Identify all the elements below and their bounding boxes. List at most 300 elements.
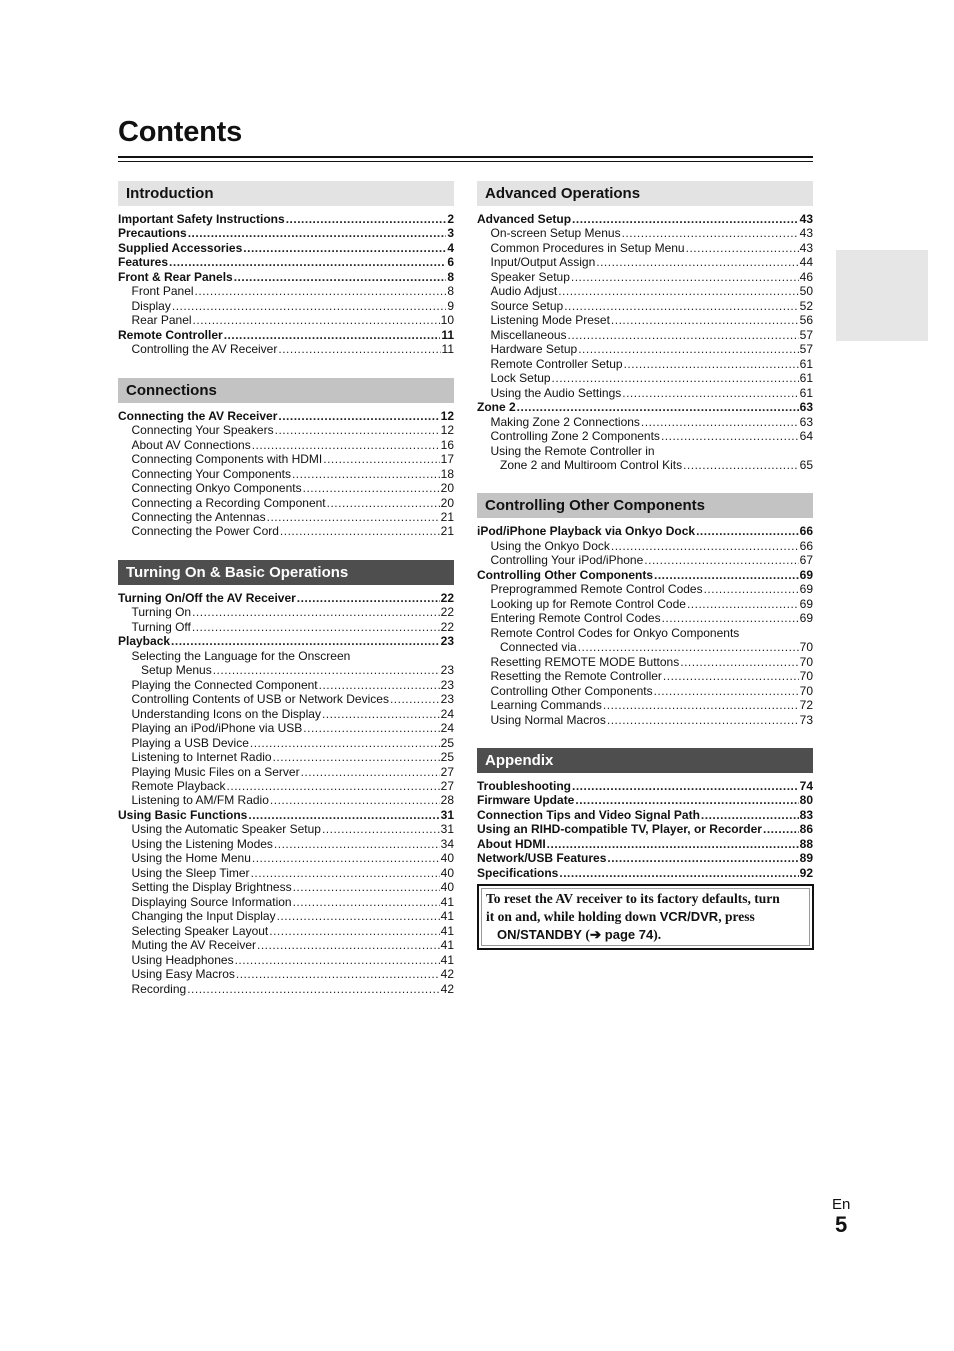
toc-leader-dots <box>292 467 440 481</box>
toc-entry-label: Specifications <box>477 865 559 880</box>
toc-entry[interactable] <box>477 851 813 865</box>
toc-entry-label: Using the Sleep Timer <box>131 865 250 880</box>
toc-entry-page: 12 <box>440 423 454 438</box>
section-heading: Advanced Operations <box>477 181 813 206</box>
toc-leader-dots <box>558 284 798 298</box>
toc-entry-page: 89 <box>799 851 813 866</box>
toc-entry[interactable] <box>477 241 813 255</box>
toc-entry-page: 25 <box>440 750 454 765</box>
toc-entry[interactable] <box>118 851 454 865</box>
toc-entry-label: Playing a USB Device <box>131 735 249 750</box>
toc-entry-page: 44 <box>799 255 813 270</box>
toc-entry[interactable] <box>477 270 813 284</box>
toc-entry-label: Making Zone 2 Connections <box>490 414 640 429</box>
toc-entry-page: 70 <box>799 654 813 669</box>
toc-entry-label: Remote Controller Setup <box>490 356 623 371</box>
toc-entry-page: 21 <box>440 524 454 539</box>
arrow-right-icon: ➔ <box>589 927 602 942</box>
toc-entry-page: 22 <box>440 590 454 605</box>
toc-leader-dots <box>274 837 440 851</box>
toc-entry-page: 50 <box>799 284 813 299</box>
toc-entry[interactable] <box>118 409 454 423</box>
toc-entry-label: Selecting the Language for the Onscreen <box>131 648 351 663</box>
toc-entry[interactable] <box>477 582 813 596</box>
toc-leader-dots <box>234 270 447 284</box>
toc-leader-dots <box>192 605 440 619</box>
toc-entry-label: Lock Setup <box>490 371 551 386</box>
toc-entry-page: 57 <box>799 327 813 342</box>
toc-leader-dots <box>192 620 440 634</box>
factory-reset-note <box>477 884 814 950</box>
toc-leader-dots <box>603 698 799 712</box>
toc-entry-page: 41 <box>440 909 454 924</box>
toc-entry[interactable] <box>477 226 813 240</box>
toc-section-introduction <box>118 181 454 357</box>
toc-entry[interactable] <box>118 313 454 327</box>
section-heading: Appendix <box>477 748 813 773</box>
toc-entry[interactable] <box>477 539 813 553</box>
toc-entry[interactable] <box>118 678 454 692</box>
toc-entry[interactable] <box>118 452 454 466</box>
toc-entry[interactable] <box>477 299 813 313</box>
toc-leader-dots <box>578 640 799 654</box>
toc-entry-label: Connecting Onkyo Components <box>131 481 302 496</box>
toc-leader-dots <box>686 241 799 255</box>
toc-entry-page: 64 <box>799 429 813 444</box>
toc-entry[interactable] <box>118 721 454 735</box>
toc-entry-label: Listening to Internet Radio <box>131 750 272 765</box>
toc-entry-label: Front & Rear Panels <box>118 269 233 284</box>
section-heading: Connections <box>118 378 454 403</box>
toc-entry-label: Setting the Display Brightness <box>131 880 292 895</box>
toc-leader-dots <box>257 938 440 952</box>
note-key-vcr-dvr: VCR/DVR <box>659 909 719 924</box>
toc-entry-page: 46 <box>799 269 813 284</box>
toc-entry-label: Setup Menus <box>141 663 212 678</box>
toc-leader-dots <box>611 313 799 327</box>
toc-entry[interactable] <box>118 895 454 909</box>
toc-entry-page: 66 <box>799 538 813 553</box>
toc-leader-dots <box>644 553 798 567</box>
toc-leader-dots <box>243 241 446 255</box>
toc-leader-dots <box>171 634 440 648</box>
toc-entry[interactable] <box>477 611 813 625</box>
toc-entry-page: 73 <box>799 712 813 727</box>
toc-entry[interactable] <box>118 423 454 437</box>
toc-entry[interactable] <box>477 444 813 458</box>
toc-entry-label: Using the Home Menu <box>131 851 251 866</box>
toc-leader-dots <box>275 423 440 437</box>
toc-entry-label: About HDMI <box>477 836 546 851</box>
toc-leader-dots <box>297 591 440 605</box>
toc-entry[interactable] <box>118 707 454 721</box>
section-side-tab <box>836 250 928 341</box>
toc-entry[interactable] <box>477 553 813 567</box>
toc-entry-label: Hardware Setup <box>490 342 578 357</box>
toc-entry-page: 2 <box>447 212 454 226</box>
note-paren-close: ). <box>653 927 662 942</box>
toc-leader-dots <box>641 415 799 429</box>
toc-leader-dots <box>250 736 440 750</box>
toc-entry-page: 24 <box>440 706 454 721</box>
toc-entry[interactable] <box>118 255 454 269</box>
toc-entry-label: Firmware Update <box>477 793 575 808</box>
toc-entry[interactable] <box>118 663 454 677</box>
toc-entry-label: Connecting Components with HDMI <box>131 452 323 467</box>
toc-entry-page: 17 <box>440 452 454 467</box>
toc-entry[interactable] <box>477 524 813 538</box>
toc-leader-dots <box>322 822 440 836</box>
toc-leader-dots <box>622 386 798 400</box>
toc-entry-page: 61 <box>799 371 813 386</box>
toc-entry-label: Using the Onkyo Dock <box>490 538 610 553</box>
toc-entry-label: Zone 2 <box>477 400 516 415</box>
toc-entry[interactable] <box>118 967 454 981</box>
toc-entry-page: 22 <box>440 605 454 620</box>
toc-entry[interactable] <box>477 429 813 443</box>
note-paren-open: ( <box>581 927 590 942</box>
toc-entry-page: 70 <box>799 683 813 698</box>
toc-entry[interactable] <box>477 386 813 400</box>
toc-entry-page: 56 <box>799 313 813 328</box>
toc-leader-dots <box>236 967 440 981</box>
toc-leader-dots <box>273 750 440 764</box>
toc-entry-label: Listening Mode Preset <box>490 313 610 328</box>
toc-leader-dots <box>193 313 440 327</box>
toc-entry[interactable] <box>118 880 454 894</box>
toc-entry-page: 43 <box>799 240 813 255</box>
toc-entry[interactable] <box>118 765 454 779</box>
toc-leader-dots <box>278 342 440 356</box>
toc-entry-page: 52 <box>799 298 813 313</box>
toc-entry[interactable] <box>118 270 454 284</box>
toc-entry[interactable] <box>118 481 454 495</box>
toc-entry-label: Precautions <box>118 226 187 241</box>
toc-entry-page: 9 <box>447 298 454 313</box>
toc-section-connections <box>118 378 454 539</box>
toc-leader-dots <box>269 924 439 938</box>
toc-entry-label: Display <box>131 298 171 313</box>
toc-leader-dots <box>680 655 798 669</box>
toc-entry-label: Resetting the Remote Controller <box>490 669 662 684</box>
toc-entry-label: Speaker Setup <box>490 269 570 284</box>
toc-entry[interactable] <box>118 692 454 706</box>
toc-entry-label: Remote Playback <box>131 779 226 793</box>
toc-leader-dots <box>611 539 799 553</box>
toc-entry[interactable] <box>477 212 813 226</box>
toc-entry-label: Connecting a Recording Component <box>131 495 326 510</box>
section-heading: Introduction <box>118 181 454 206</box>
toc-entry-page: 42 <box>440 967 454 982</box>
toc-entry-page: 27 <box>440 779 454 793</box>
toc-entry-page: 10 <box>440 313 454 328</box>
toc-entry[interactable] <box>477 793 813 807</box>
toc-leader-dots <box>552 371 799 385</box>
title-rule-thick <box>118 156 813 158</box>
toc-leader-dots <box>575 793 798 807</box>
toc-entry-label: Recording <box>131 981 187 996</box>
toc-entry[interactable] <box>477 371 813 385</box>
toc-entry-label: Using Easy Macros <box>131 967 235 982</box>
toc-entry-page: 65 <box>799 457 813 472</box>
toc-entry[interactable] <box>118 620 454 634</box>
toc-entry[interactable] <box>477 568 813 582</box>
toc-entry[interactable] <box>118 634 454 648</box>
toc-leader-dots <box>169 255 446 269</box>
toc-leader-dots <box>252 851 440 865</box>
toc-entry-page: 69 <box>799 611 813 626</box>
toc-entry-page: 86 <box>799 822 813 837</box>
toc-entry-page: 66 <box>799 524 813 539</box>
toc-entry-page: 18 <box>440 466 454 481</box>
toc-entry-label: Using Headphones <box>131 952 234 967</box>
toc-entry-page: 40 <box>440 865 454 880</box>
toc-entry[interactable] <box>477 669 813 683</box>
toc-entry-label: Connection Tips and Video Signal Path <box>477 807 700 822</box>
toc-entry[interactable] <box>477 655 813 669</box>
toc-entry[interactable] <box>118 982 454 996</box>
toc-entry-page: 70 <box>799 669 813 684</box>
note-line-2-start: it on and, while holding down <box>486 909 660 924</box>
toc-entry[interactable] <box>118 750 454 764</box>
toc-entry-page: 23 <box>440 663 454 678</box>
toc-entry-label: Playing Music Files on a Server <box>131 764 300 779</box>
toc-entry[interactable] <box>118 605 454 619</box>
toc-leader-dots <box>624 357 799 371</box>
toc-entry-label: Connected via <box>500 640 577 655</box>
toc-entry-label: Learning Commands <box>490 698 602 713</box>
toc-entry[interactable] <box>118 924 454 938</box>
toc-entry-page: 23 <box>440 692 454 707</box>
toc-entry-label: Controlling Your iPod/iPhone <box>490 553 644 568</box>
toc-entry[interactable] <box>118 779 454 793</box>
toc-leader-dots <box>280 524 440 538</box>
toc-leader-dots <box>172 299 446 313</box>
toc-entry[interactable] <box>118 328 454 342</box>
toc-entry[interactable] <box>477 255 813 269</box>
toc-leader-dots <box>235 953 440 967</box>
toc-entry[interactable] <box>118 212 454 226</box>
toc-leader-dots <box>596 255 798 269</box>
toc-entry-label: Using Basic Functions <box>118 807 248 822</box>
toc-entry-label: Changing the Input Display <box>131 909 276 924</box>
toc-entry-label: Displaying Source Information <box>131 894 292 909</box>
note-line-2-end: , press <box>718 909 755 924</box>
toc-entry[interactable] <box>118 808 454 822</box>
toc-leader-dots <box>227 779 440 793</box>
toc-entry-label: Using the Audio Settings <box>490 385 622 400</box>
toc-entry-label: Front Panel <box>131 284 194 299</box>
toc-entry-label: Controlling the AV Receiver <box>131 342 278 357</box>
toc-entry-page: 92 <box>799 865 813 880</box>
toc-entry[interactable] <box>477 684 813 698</box>
toc-leader-dots <box>187 982 439 996</box>
toc-entry-page: 28 <box>440 793 454 808</box>
toc-entry[interactable] <box>477 415 813 429</box>
toc-leader-dots <box>319 678 440 692</box>
toc-leader-dots <box>661 429 799 443</box>
toc-entry[interactable] <box>118 467 454 481</box>
toc-entry-page: 4 <box>447 240 454 255</box>
toc-entry-page: 34 <box>440 836 454 851</box>
toc-entry-page: 72 <box>799 698 813 713</box>
toc-entry-page: 27 <box>440 764 454 779</box>
toc-leader-dots <box>683 458 799 472</box>
toc-entry-label: Connecting Your Components <box>131 466 291 481</box>
toc-entry[interactable] <box>118 822 454 836</box>
toc-leader-dots <box>293 895 440 909</box>
toc-leader-dots <box>277 909 440 923</box>
toc-section-controlling-other-components <box>477 493 813 727</box>
toc-entry[interactable] <box>477 698 813 712</box>
toc-entry[interactable] <box>477 458 813 472</box>
toc-entry-label: Listening to AM/FM Radio <box>131 793 269 808</box>
toc-entry[interactable] <box>477 328 813 342</box>
toc-entry[interactable] <box>477 837 813 851</box>
toc-entry[interactable] <box>118 226 454 240</box>
toc-entry-page: 21 <box>440 509 454 524</box>
toc-leader-dots <box>662 611 799 625</box>
toc-entry[interactable] <box>477 597 813 611</box>
toc-leader-dots <box>571 270 799 284</box>
toc-entry-label: Entering Remote Control Codes <box>490 611 661 626</box>
toc-entry[interactable] <box>118 953 454 967</box>
toc-leader-dots <box>303 481 440 495</box>
toc-entry-page: 3 <box>447 226 454 241</box>
toc-entry-page: 57 <box>799 342 813 357</box>
toc-leader-dots <box>572 212 799 226</box>
toc-entry-label: Muting the AV Receiver <box>131 938 257 953</box>
toc-entry-page: 6 <box>447 255 454 270</box>
toc-entry-page: 11 <box>441 342 454 357</box>
toc-entry[interactable] <box>118 591 454 605</box>
toc-entry-label: Turning Off <box>131 619 191 634</box>
toc-entry[interactable] <box>477 342 813 356</box>
toc-entry[interactable] <box>118 736 454 750</box>
toc-entry-page: 8 <box>447 269 454 284</box>
toc-entry[interactable] <box>118 510 454 524</box>
toc-entry[interactable] <box>477 284 813 298</box>
toc-entry-label: Resetting REMOTE MODE Buttons <box>490 654 680 669</box>
toc-section-advanced-operations <box>477 181 813 472</box>
toc-entry[interactable] <box>118 284 454 298</box>
toc-entry[interactable] <box>477 626 813 640</box>
toc-entry-label: Troubleshooting <box>477 779 571 793</box>
toc-leader-dots <box>224 328 441 342</box>
toc-entry-label: Remote Controller <box>118 327 223 342</box>
toc-entry-label: Controlling Zone 2 Components <box>490 429 660 444</box>
toc-entry-page: 61 <box>799 356 813 371</box>
toc-leader-dots <box>663 669 799 683</box>
toc-entry-page: 41 <box>440 938 454 953</box>
toc-entry-label: iPod/iPhone Playback via Onkyo Dock <box>477 524 696 539</box>
toc-entry[interactable] <box>118 909 454 923</box>
toc-entry-label: Controlling Contents of USB or Network Devices <box>131 692 389 707</box>
toc-entry-label: Features <box>118 255 169 270</box>
toc-leader-dots <box>188 226 447 240</box>
toc-leader-dots <box>578 342 798 356</box>
toc-entry[interactable] <box>477 400 813 414</box>
toc-leader-dots <box>559 866 798 880</box>
toc-entry[interactable] <box>477 713 813 727</box>
toc-entry[interactable] <box>118 524 454 538</box>
toc-entry-label: Looking up for Remote Control Code <box>490 596 686 611</box>
toc-entry[interactable] <box>477 808 813 822</box>
toc-leader-dots <box>303 721 439 735</box>
toc-entry-label: Using the Remote Controller in <box>490 443 655 458</box>
toc-entry-label: Playback <box>118 634 171 649</box>
toc-entry-label: Important Safety Instructions <box>118 212 285 226</box>
toc-leader-dots <box>607 713 799 727</box>
toc-section-appendix <box>477 748 813 880</box>
toc-leader-dots <box>286 212 447 226</box>
section-heading: Turning On & Basic Operations <box>118 560 454 585</box>
toc-entry-page: 67 <box>799 553 813 568</box>
toc-leader-dots <box>327 496 440 510</box>
toc-leader-dots <box>270 793 440 807</box>
toc-entry-page: 12 <box>440 408 454 423</box>
note-line-1: To reset the AV receiver to its factory defaults, turn <box>486 891 780 906</box>
toc-entry-page: 22 <box>440 619 454 634</box>
toc-leader-dots <box>517 400 799 414</box>
toc-entry-label: Miscellaneous <box>490 327 567 342</box>
toc-entry[interactable] <box>477 640 813 654</box>
toc-entry[interactable] <box>118 496 454 510</box>
toc-entry-label: On-screen Setup Menus <box>490 226 621 241</box>
toc-leader-dots <box>687 597 799 611</box>
toc-entry-page: 23 <box>440 677 454 692</box>
toc-entry[interactable] <box>118 342 454 356</box>
page-number: 5 <box>835 1212 848 1237</box>
toc-entry[interactable] <box>477 357 813 371</box>
toc-leader-dots <box>213 663 440 677</box>
toc-entry-label: Understanding Icons on the Display <box>131 706 321 721</box>
toc-entry[interactable] <box>118 938 454 952</box>
toc-entry-page: 43 <box>799 226 813 241</box>
toc-right-column <box>477 181 813 901</box>
toc-entry[interactable] <box>118 649 454 663</box>
toc-entry-label: Connecting the Power Cord <box>131 524 279 539</box>
toc-entry[interactable] <box>118 241 454 255</box>
toc-entry-label: Rear Panel <box>131 313 192 328</box>
page-language: En <box>832 1196 851 1213</box>
toc-entry-page: 70 <box>799 640 813 655</box>
toc-entry-page: 31 <box>440 807 454 822</box>
toc-entry[interactable] <box>477 779 813 793</box>
toc-entry-page: 61 <box>799 385 813 400</box>
toc-leader-dots <box>654 684 799 698</box>
toc-entry[interactable] <box>477 313 813 327</box>
toc-entry[interactable] <box>118 793 454 807</box>
toc-leader-dots <box>301 765 440 779</box>
toc-leader-dots <box>568 328 799 342</box>
toc-entry-page: 41 <box>440 923 454 938</box>
toc-entry[interactable] <box>477 866 813 880</box>
toc-entry[interactable] <box>118 866 454 880</box>
toc-leader-dots <box>547 837 799 851</box>
toc-section-turning-on-basic-operations <box>118 560 454 996</box>
toc-entry-label: Remote Control Codes for Onkyo Components <box>490 625 740 640</box>
section-heading: Controlling Other Components <box>477 493 813 518</box>
toc-entry[interactable] <box>118 438 454 452</box>
toc-entry[interactable] <box>118 299 454 313</box>
toc-entry-label: Using an RIHD-compatible TV, Player, or Recorder <box>477 822 762 837</box>
toc-entry[interactable] <box>477 822 813 836</box>
toc-entry-page: 63 <box>799 400 813 415</box>
toc-entry[interactable] <box>118 837 454 851</box>
toc-entry-page: 88 <box>799 836 813 851</box>
toc-leader-dots <box>704 582 799 596</box>
